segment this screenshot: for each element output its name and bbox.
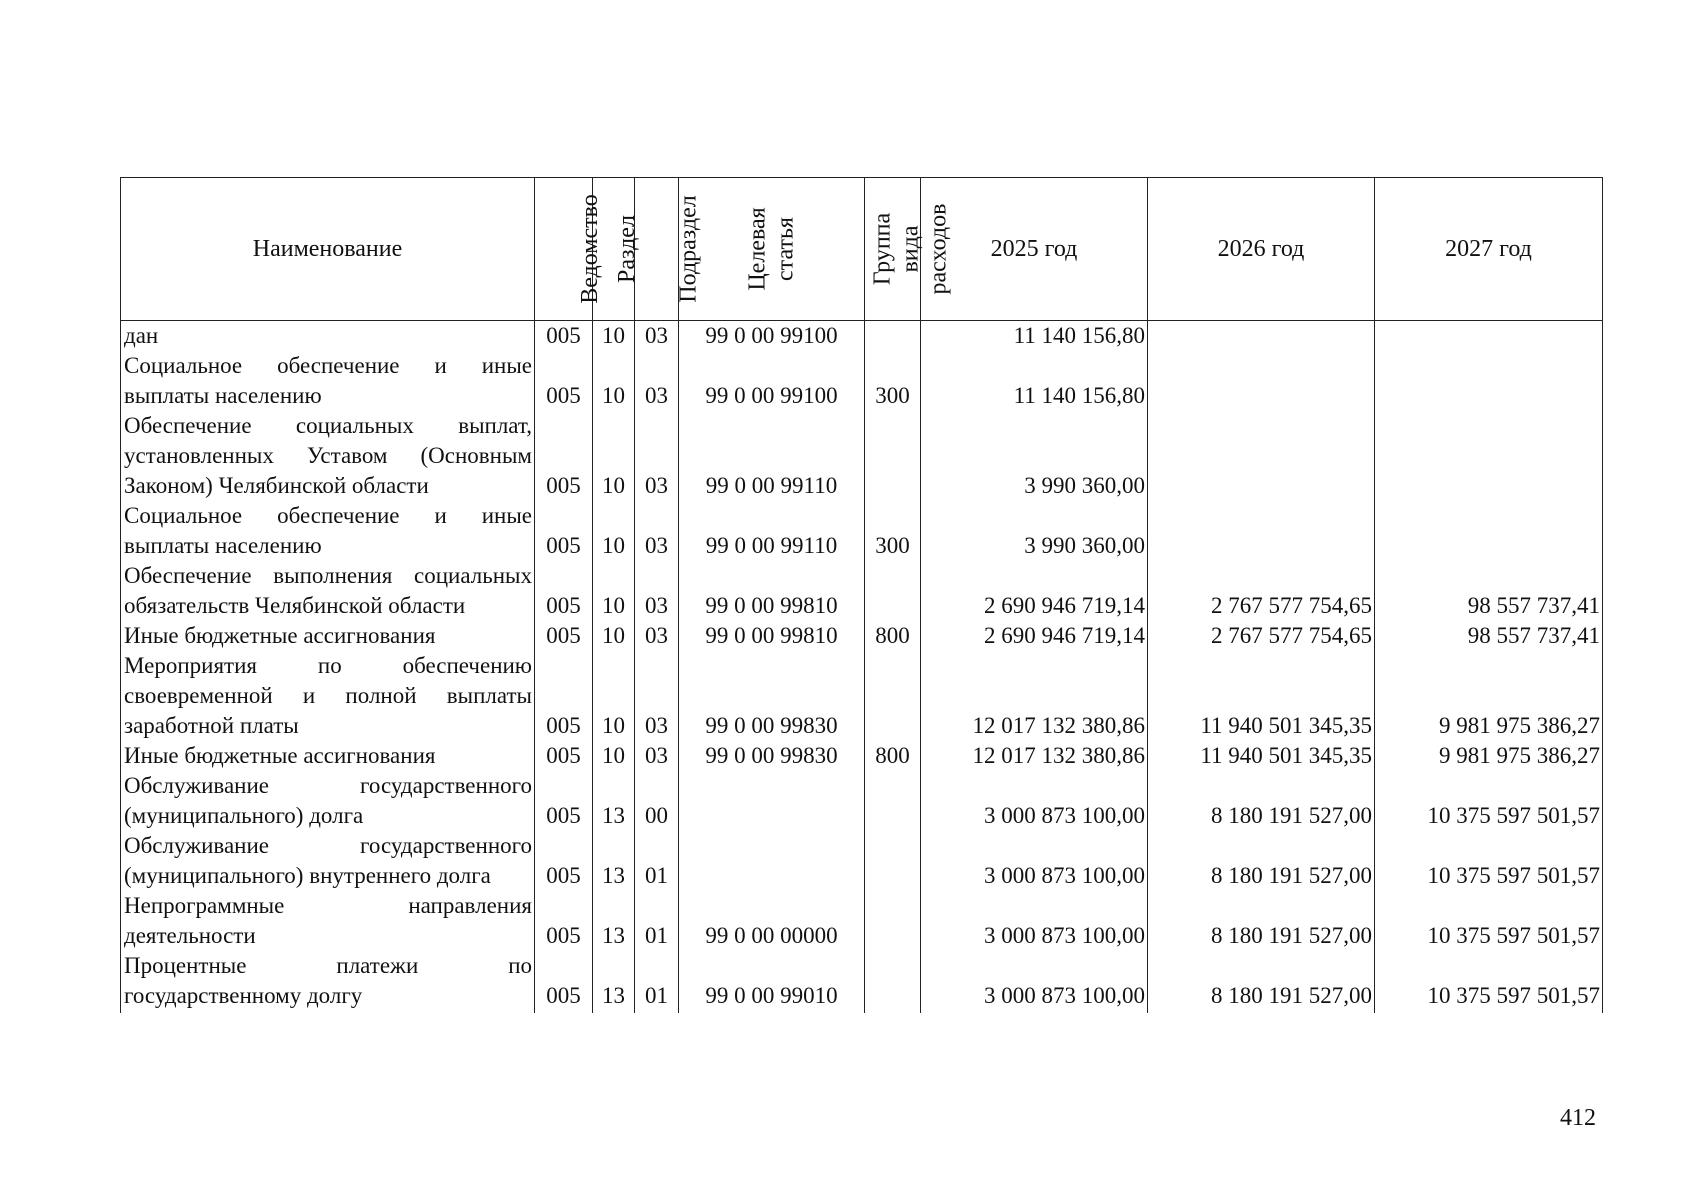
table-row	[121, 891, 1603, 951]
cell-podrazdel: 03	[635, 411, 679, 501]
cell-2027	[1375, 321, 1603, 352]
cell-celevaya: 99 0 00 00000	[679, 891, 865, 951]
table-row	[121, 741, 1603, 771]
cell-gruppa	[865, 891, 921, 951]
cell-2027: 9 981 975 386,27	[1375, 651, 1603, 741]
cell-gruppa: 800	[865, 621, 921, 651]
cell-podrazdel: 03	[635, 621, 679, 651]
cell-celevaya: 99 0 00 99110	[679, 411, 865, 501]
cell-gruppa	[865, 951, 921, 1013]
cell-podrazdel: 03	[635, 561, 679, 621]
cell-2026	[1148, 321, 1375, 352]
cell-2025: 3 000 873 100,00	[921, 831, 1148, 891]
cell-gruppa	[865, 651, 921, 741]
header-ved-label: Ведомство	[576, 194, 603, 304]
cell-podrazdel: 03	[635, 351, 679, 411]
budget-table	[120, 177, 1603, 1013]
cell-2026	[1148, 411, 1375, 501]
cell-name: Непрограммные направления деятельности	[121, 891, 535, 951]
header-podrazdel-label: Подраздел	[675, 195, 702, 303]
cell-razdel: 13	[593, 771, 635, 831]
cell-razdel: 10	[593, 561, 635, 621]
cell-gruppa	[865, 561, 921, 621]
table-row	[121, 621, 1603, 651]
cell-gruppa	[865, 831, 921, 891]
table-row	[121, 831, 1603, 891]
cell-gruppa: 300	[865, 501, 921, 561]
header-celevaya	[679, 178, 865, 321]
cell-razdel: 10	[593, 501, 635, 561]
cell-2025: 2 690 946 719,14	[921, 561, 1148, 621]
cell-ved: 005	[535, 621, 593, 651]
cell-celevaya: 99 0 00 99010	[679, 951, 865, 1013]
cell-razdel: 13	[593, 831, 635, 891]
cell-podrazdel: 00	[635, 771, 679, 831]
table-row	[121, 951, 1603, 1013]
table-row	[121, 321, 1603, 352]
cell-celevaya	[679, 831, 865, 891]
cell-celevaya	[679, 771, 865, 831]
cell-gruppa	[865, 771, 921, 831]
cell-gruppa: 800	[865, 741, 921, 771]
table-row	[121, 651, 1603, 741]
header-razdel-label: Раздел	[613, 215, 640, 283]
cell-podrazdel: 03	[635, 321, 679, 352]
cell-2025: 3 000 873 100,00	[921, 771, 1148, 831]
cell-2025: 11 140 156,80	[921, 351, 1148, 411]
header-ved	[535, 178, 603, 321]
cell-2025: 3 000 873 100,00	[921, 891, 1148, 951]
cell-podrazdel: 03	[635, 501, 679, 561]
cell-razdel: 10	[593, 321, 635, 352]
cell-2026: 8 180 191 527,00	[1148, 831, 1375, 891]
cell-name: Иные бюджетные ассигнования	[121, 621, 535, 651]
cell-name: Процентные платежи по государственному долгу	[121, 951, 535, 1013]
header-name: Наименование	[121, 178, 535, 321]
cell-razdel: 10	[593, 351, 635, 411]
cell-2027: 10 375 597 501,57	[1375, 771, 1603, 831]
header-gruppa	[865, 178, 952, 321]
cell-2027: 10 375 597 501,57	[1375, 831, 1603, 891]
cell-gruppa	[865, 411, 921, 501]
cell-2027	[1375, 411, 1603, 501]
cell-name: Обслуживание государственного (муниципального) долга	[121, 771, 535, 831]
cell-ved: 005	[535, 321, 593, 352]
cell-ved: 005	[535, 411, 593, 501]
cell-2025: 12 017 132 380,86	[921, 651, 1148, 741]
cell-2025: 2 690 946 719,14	[921, 621, 1148, 651]
cell-name: Иные бюджетные ассигнования	[121, 741, 535, 771]
cell-2026: 11 940 501 345,35	[1148, 741, 1375, 771]
cell-2026	[1148, 501, 1375, 561]
cell-2026: 2 767 577 754,65	[1148, 561, 1375, 621]
cell-razdel: 10	[593, 621, 635, 651]
cell-ved: 005	[535, 951, 593, 1013]
cell-celevaya: 99 0 00 99830	[679, 651, 865, 741]
cell-celevaya: 99 0 00 99100	[679, 321, 865, 352]
cell-2026: 11 940 501 345,35	[1148, 651, 1375, 741]
cell-name: Социальное обеспечение и иные выплаты населению	[121, 501, 535, 561]
table-row	[121, 351, 1603, 411]
table-row	[121, 411, 1603, 501]
cell-name: Мероприятия по обеспечению своевременной и полной выплаты заработной платы	[121, 651, 535, 741]
cell-ved: 005	[535, 831, 593, 891]
cell-name: Обеспечение социальных выплат, установленных Уставом (Основным Законом) Челябинской области	[121, 411, 535, 501]
table-row	[121, 561, 1603, 621]
cell-razdel: 10	[593, 651, 635, 741]
cell-2025: 11 140 156,80	[921, 321, 1148, 352]
cell-celevaya: 99 0 00 99830	[679, 741, 865, 771]
header-2026: 2026 год	[1148, 178, 1375, 321]
cell-razdel: 13	[593, 891, 635, 951]
cell-name: дан	[121, 321, 535, 352]
cell-podrazdel: 01	[635, 891, 679, 951]
cell-podrazdel: 01	[635, 831, 679, 891]
cell-gruppa: 300	[865, 351, 921, 411]
table-header	[121, 178, 1603, 321]
header-razdel	[593, 178, 640, 321]
header-2027: 2027 год	[1375, 178, 1603, 321]
cell-2026: 2 767 577 754,65	[1148, 621, 1375, 651]
cell-name: Обслуживание государственного (муниципального) внутреннего долга	[121, 831, 535, 891]
table-body	[121, 321, 1603, 1014]
cell-celevaya: 99 0 00 99810	[679, 621, 865, 651]
cell-ved: 005	[535, 741, 593, 771]
page-number: 412	[1560, 1105, 1596, 1131]
cell-2027: 98 557 737,41	[1375, 561, 1603, 621]
cell-ved: 005	[535, 561, 593, 621]
cell-2027	[1375, 351, 1603, 411]
cell-2026: 8 180 191 527,00	[1148, 891, 1375, 951]
cell-celevaya: 99 0 00 99810	[679, 561, 865, 621]
cell-celevaya: 99 0 00 99100	[679, 351, 865, 411]
cell-ved: 005	[535, 651, 593, 741]
header-2025: 2025 год	[921, 178, 1148, 321]
cell-razdel: 10	[593, 411, 635, 501]
cell-podrazdel: 03	[635, 651, 679, 741]
cell-celevaya: 99 0 00 99110	[679, 501, 865, 561]
cell-ved: 005	[535, 891, 593, 951]
cell-2027: 10 375 597 501,57	[1375, 951, 1603, 1013]
cell-2025: 3 990 360,00	[921, 501, 1148, 561]
header-podrazdel	[635, 178, 702, 321]
cell-2026	[1148, 351, 1375, 411]
table-row	[121, 771, 1603, 831]
cell-2026: 8 180 191 527,00	[1148, 951, 1375, 1013]
header-gruppa-label: Группа вида расходов	[869, 203, 952, 294]
cell-2025: 3 990 360,00	[921, 411, 1148, 501]
cell-2027: 98 557 737,41	[1375, 621, 1603, 651]
cell-podrazdel: 01	[635, 951, 679, 1013]
cell-ved: 005	[535, 501, 593, 561]
cell-2026: 8 180 191 527,00	[1148, 771, 1375, 831]
cell-name: Социальное обеспечение и иные выплаты населению	[121, 351, 535, 411]
cell-razdel: 10	[593, 741, 635, 771]
header-celevaya-label: Целевая статья	[744, 206, 799, 291]
cell-ved: 005	[535, 351, 593, 411]
cell-2027: 10 375 597 501,57	[1375, 891, 1603, 951]
cell-2025: 12 017 132 380,86	[921, 741, 1148, 771]
cell-2027: 9 981 975 386,27	[1375, 741, 1603, 771]
cell-gruppa	[865, 321, 921, 352]
cell-podrazdel: 03	[635, 741, 679, 771]
cell-razdel: 13	[593, 951, 635, 1013]
cell-2027	[1375, 501, 1603, 561]
cell-ved: 005	[535, 771, 593, 831]
cell-2025: 3 000 873 100,00	[921, 951, 1148, 1013]
cell-name: Обеспечение выполнения социальных обязательств Челябинской области	[121, 561, 535, 621]
table-row	[121, 501, 1603, 561]
